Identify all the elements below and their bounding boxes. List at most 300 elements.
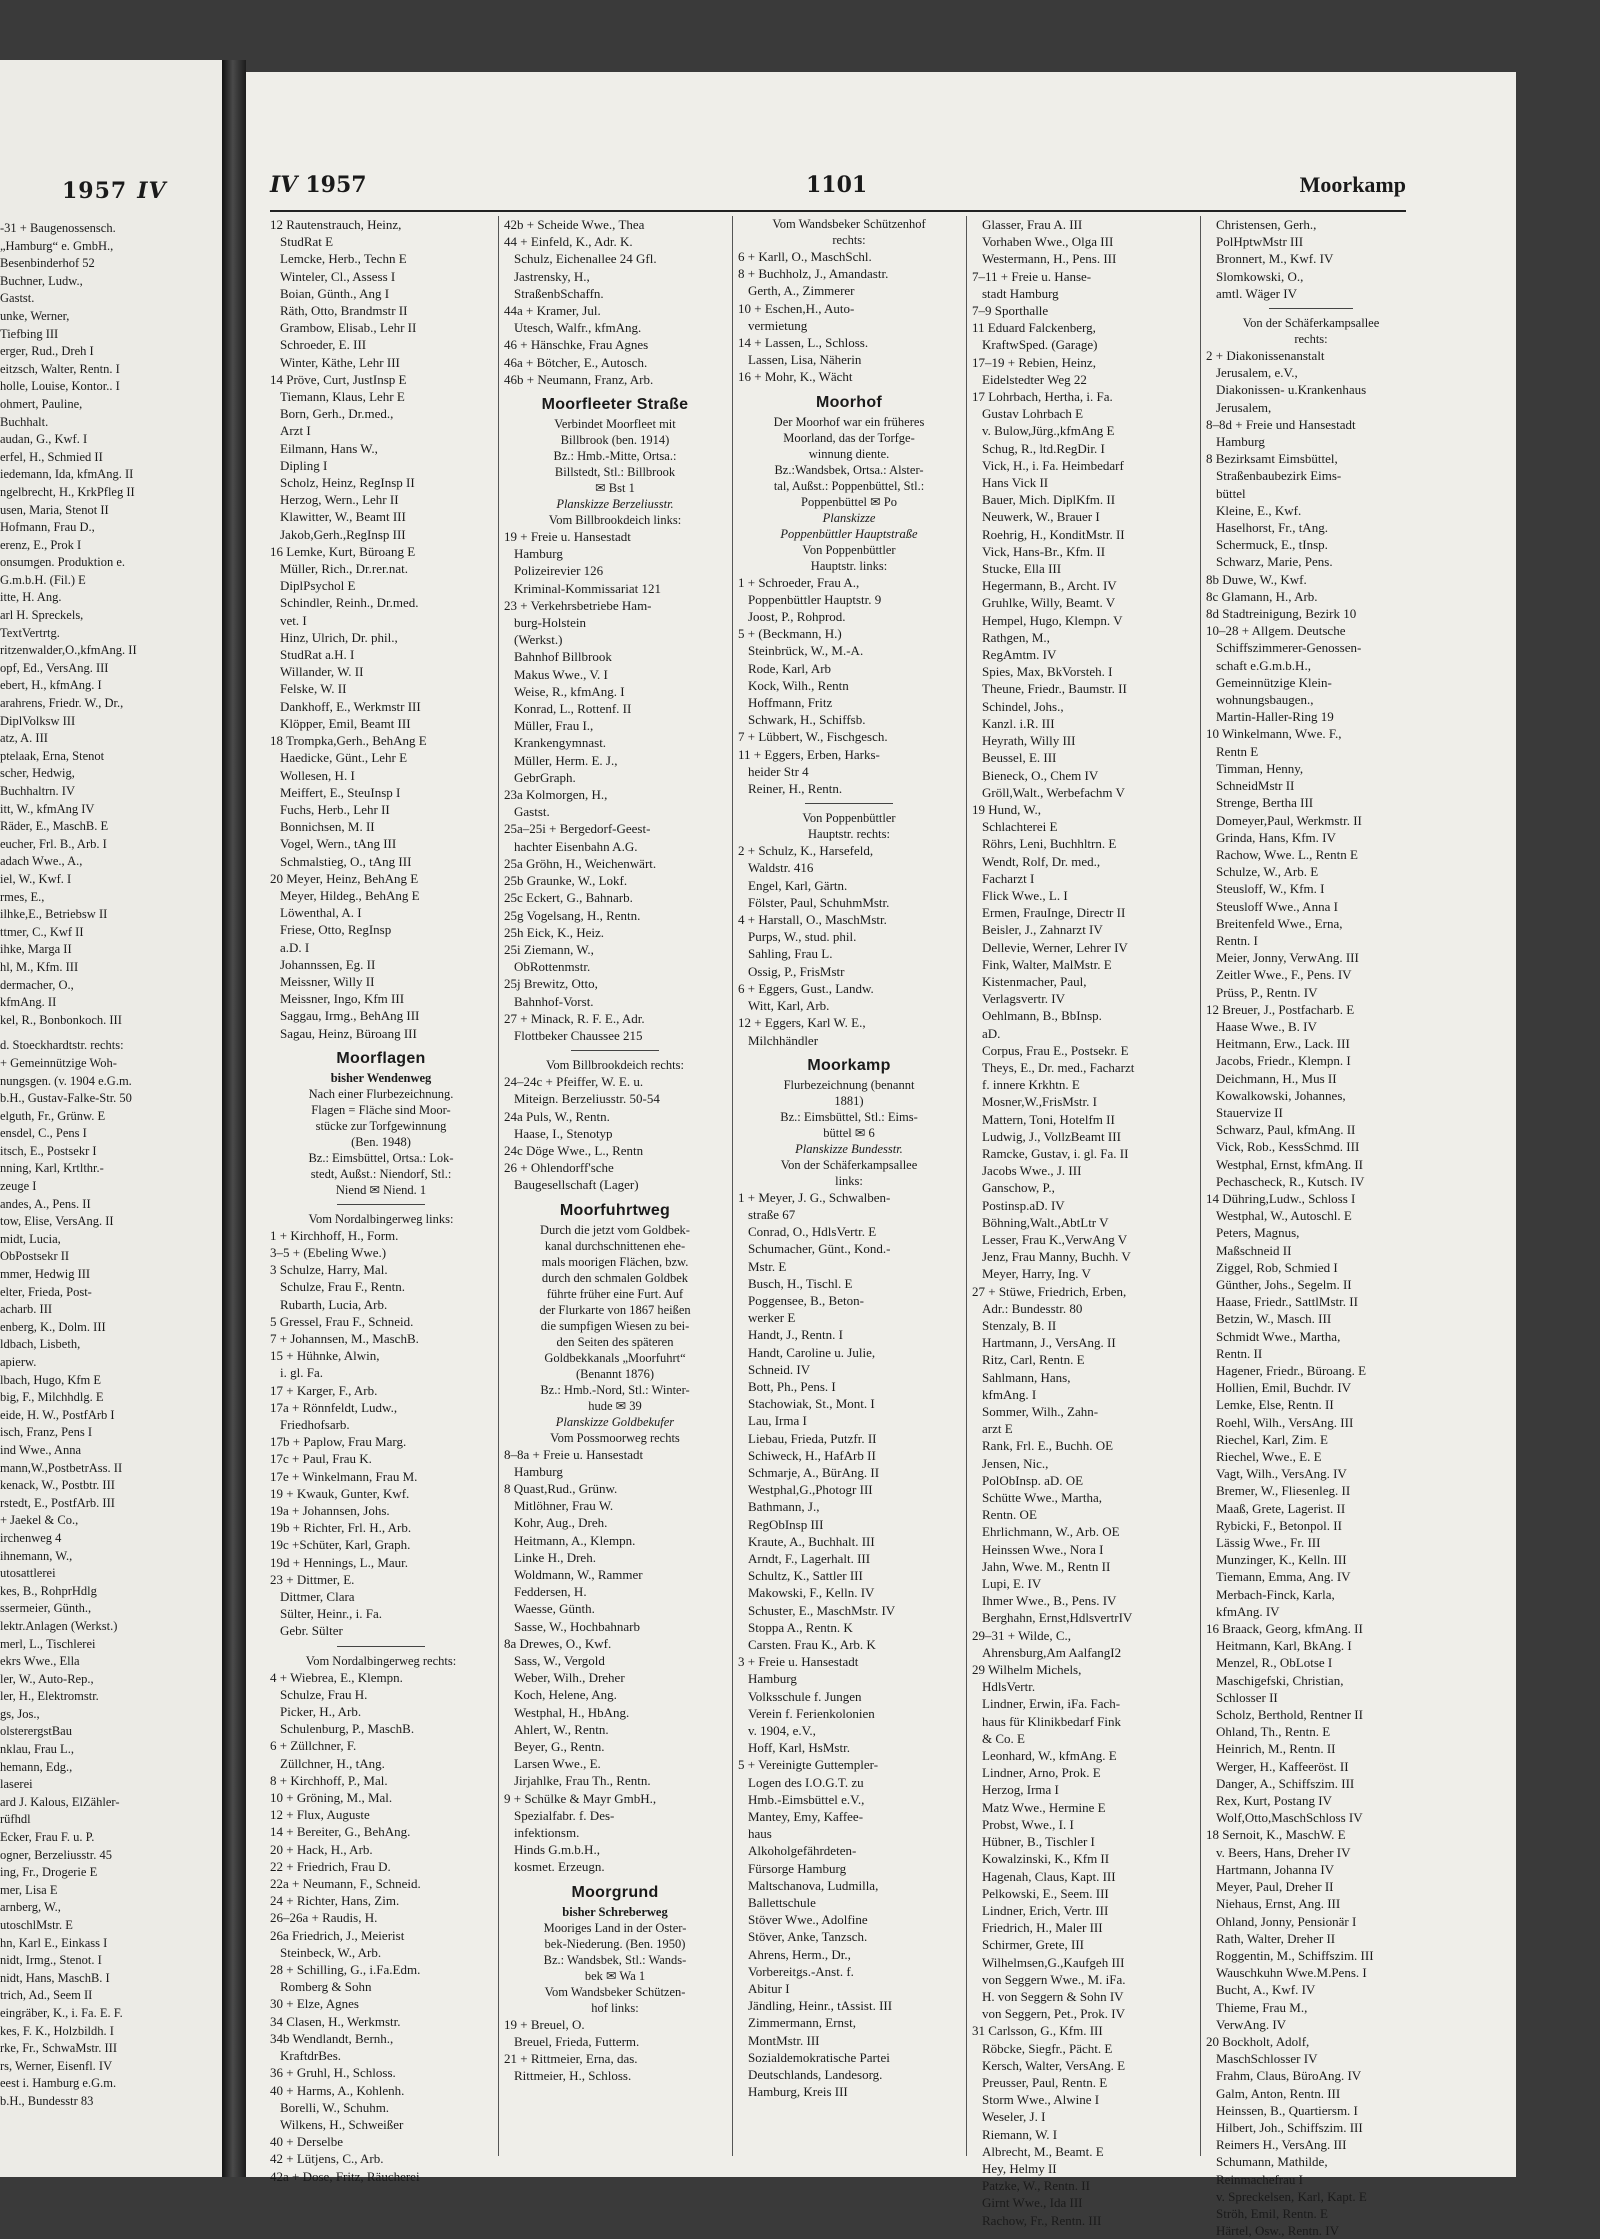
street-note: Bz.:Wandsbek, Ortsa.: Alster- (774, 462, 924, 477)
directory-entry: ObRottenmstr. (514, 959, 591, 975)
directory-entry: Spies, Max, BkVorsteh. I (982, 664, 1113, 680)
left-page-line: isch, Franz, Pens I (0, 1425, 92, 1440)
directory-entry: KraftwSped. (Garage) (982, 337, 1098, 353)
directory-entry: Hartmann, Johanna IV (1216, 1861, 1335, 1877)
directory-entry: 16 Lemke, Kurt, Büroang E (270, 543, 416, 559)
directory-entry: Liebau, Frieda, Putzfr. II (748, 1430, 877, 1446)
directory-entry: Müller, Rich., Dr.rer.nat. (280, 561, 409, 577)
directory-entry: Lässig Wwe., Fr. III (1216, 1535, 1321, 1551)
directory-entry: Utesch, Walfr., kfmAng. (514, 320, 642, 336)
directory-entry: Ohland, Jonny, Pensionär I (1216, 1913, 1357, 1929)
left-page-line: itte, H. Ang. (0, 590, 62, 605)
directory-entry: Baugesellschaft (Lager) (514, 1177, 639, 1193)
left-page-line: itt, W., kfmAng IV (0, 801, 95, 816)
street-note: Billbrook (ben. 1914) (560, 433, 670, 448)
directory-entry: Jastrensky, H., (514, 268, 590, 284)
directory-entry: Logen des I.O.G.T. zu (748, 1774, 864, 1790)
street-note: Vom Nordalbingerweg links: (308, 1211, 454, 1226)
directory-entry: Hey, Helmy II (982, 2160, 1057, 2176)
directory-entry: Verlagsvertr. IV (982, 991, 1066, 1007)
directory-entry: Tiemann, Emma, Ang. IV (1216, 1569, 1351, 1585)
directory-entry: Haase Wwe., B. IV (1216, 1018, 1317, 1034)
directory-entry: Müller, Herm. E. J., (514, 752, 618, 768)
directory-entry: Lassen, Lisa, Näherin (748, 352, 862, 368)
directory-entry: 11 Eduard Falckenberg, (972, 320, 1096, 336)
directory-entry: 18 Sernoit, K., MaschW. E (1206, 1827, 1346, 1843)
directory-entry: Hamburg, Kreis III (748, 2084, 848, 2100)
left-page-line: nning, Karl, Krtlthr.- (0, 1161, 104, 1176)
directory-entry: 19a + Johannsen, Johs. (270, 1503, 390, 1518)
directory-entry: RegAmtm. IV (982, 647, 1057, 663)
directory-entry: Schiweck, H., HafArb II (748, 1447, 876, 1463)
directory-entry: Maschigefski, Christian, (1216, 1672, 1344, 1688)
directory-entry: vet. I (280, 612, 307, 628)
street-former-name: bisher Wendenweg (330, 1070, 432, 1085)
left-page-line: eest i. Hamburg e.G.m. (0, 2076, 117, 2091)
page-volume: IV (270, 172, 298, 198)
directory-entry: Meyer, Hildeg., BehAng E (280, 887, 420, 903)
directory-entry: von Seggern Wwe., M. iFa. (982, 1971, 1126, 1987)
directory-entry: 36 + Gruhl, H., Schloss. (270, 2065, 396, 2081)
left-page-line: iel, W., Kwf. I (0, 871, 72, 886)
directory-entry: Haase, Friedr., SattlMstr. II (1216, 1294, 1358, 1310)
left-page-line: erger, Rud., Dreh I (0, 344, 94, 359)
directory-entry: Gruhlke, Willy, Beamt. V (982, 595, 1116, 611)
directory-entry: Domeyer,Paul, Werkmstr. II (1216, 812, 1362, 828)
left-page-line: acharb. III (0, 1302, 53, 1317)
directory-entry: 44 + Einfeld, K., Adr. K. (504, 234, 633, 250)
directory-entry: 29 Wilhelm Michels, (972, 1662, 1082, 1678)
left-page-line: lbach, Hugo, Kfm E (0, 1372, 102, 1387)
directory-entry: Ossig, P., FrisMstr (748, 963, 845, 979)
directory-entry: 27 + Minack, R. F. E., Adr. (504, 1010, 645, 1026)
left-page-line: nklau, Frau L., (0, 1742, 74, 1757)
directory-entry: Riechel, Karl, Zim. E (1216, 1431, 1328, 1447)
directory-entry: 10–28 + Allgem. Deutsche (1206, 623, 1346, 639)
directory-entry: Fink, Walter, MalMstr. E (982, 956, 1112, 972)
directory-entry: Beussel, E. III (982, 750, 1057, 766)
directory-entry: hachter Eisenbahn A.G. (514, 838, 638, 854)
directory-entry: 22a + Neumann, F., Schneid. (270, 1876, 421, 1892)
directory-entry: Betzin, W., Masch. III (1216, 1311, 1332, 1327)
directory-entry: 12 + Eggers, Karl W. E., (738, 1015, 866, 1031)
left-page-line: ObPostsekr II (0, 1249, 70, 1264)
directory-entry: Lupi, E. IV (982, 1576, 1042, 1592)
directory-entry: Hempel, Hugo, Klempn. V (982, 612, 1123, 628)
directory-entry: 3–5 + (Ebeling Wwe.) (270, 1244, 387, 1260)
directory-entry: Westermann, H., Pens. III (982, 251, 1117, 267)
directory-entry: Schmarje, A., BürAng. II (748, 1464, 880, 1480)
directory-entry: Vorhaben Wwe., Olga III (982, 234, 1114, 250)
directory-entry: 31 Carlsson, G., Kfm. III (972, 2023, 1103, 2039)
directory-entry: Vick, H., i. Fa. Heimbedarf (982, 457, 1124, 473)
street-note: Von der Schäferkampsallee (780, 1157, 918, 1172)
directory-entry: Dittmer, Clara (280, 1589, 355, 1605)
directory-entry: Haedicke, Günt., Lehr E (280, 750, 408, 766)
directory-entry: VerwAng. IV (1216, 2016, 1287, 2032)
left-page-line: ing, Fr., Drogerie E (0, 1865, 98, 1880)
street-note: rechts: (1294, 332, 1328, 347)
directory-entry: 12 + Flux, Auguste (270, 1807, 370, 1823)
directory-entry: v. 1904, e.V., (748, 1723, 816, 1738)
street-note: Flagen = Fläche sind Moor- (311, 1102, 451, 1117)
directory-entry: Maaß, Grete, Lagerist. II (1216, 1500, 1346, 1516)
directory-entry: HdlsVertr. (982, 1679, 1036, 1695)
street-note: Vom Wandsbeker Schützen- (544, 1984, 686, 1999)
right-page (246, 72, 1516, 2239)
directory-entry: 26–26a + Raudis, H. (270, 1910, 378, 1926)
street-note: bek ✉ Wa 1 (584, 1968, 646, 1983)
directory-entry: 17–19 + Rebien, Heinz, (972, 354, 1096, 370)
directory-entry: Polizeirevier 126 (514, 563, 604, 579)
directory-entry: 25j Brewitz, Otto, (504, 976, 598, 992)
street-note: (Ben. 1948) (351, 1134, 411, 1149)
directory-entry: Stucke, Ella III (982, 561, 1062, 577)
street-note: Billstedt, Stl.: Billbrook (554, 465, 676, 480)
directory-entry: Rachow, Wwe. L., Rentn E (1216, 846, 1358, 862)
directory-entry: Witt, Karl, Arb. (748, 998, 830, 1014)
left-page-line: trich, Ad., Seem II (0, 1988, 93, 2003)
directory-entry: Vick, Rob., KessSchmd. III (1216, 1139, 1360, 1155)
directory-entry: Kowalzinski, K., Kfm II (982, 1851, 1110, 1867)
directory-entry: 42a + Dose, Fritz, Räucherei (270, 2168, 420, 2184)
directory-entry: Schulz, Eichenallee 24 Gfl. (514, 251, 657, 267)
left-page-line: merl, L., Tischlerei (0, 1636, 96, 1651)
left-page-line: Räder, E., MaschB. E (0, 819, 109, 834)
directory-entry: Schulze, Frau H. (280, 1686, 368, 1702)
directory-entry: 19c +Schüter, Karl, Graph. (270, 1537, 411, 1553)
street-note: hof links: (591, 2000, 639, 2015)
left-page-line: arl H. Spreckels, (0, 608, 84, 623)
directory-entry: Westphal, H., HbAng. (514, 1704, 630, 1720)
street-heading: Moorflagen (336, 1049, 426, 1067)
directory-entry: Saggau, Irmg., BehAng III (280, 1008, 420, 1024)
directory-entry: 11 + Eggers, Erben, Harks- (738, 746, 880, 762)
directory-entry: MontMstr. III (748, 2032, 820, 2048)
book-gutter (222, 60, 246, 2177)
left-page-line: „Hamburg“ e. GmbH., (0, 238, 114, 253)
directory-entry: Grambow, Elisab., Lehr II (280, 320, 417, 336)
directory-entry: 8 Bezirksamt Eimsbüttel, (1206, 451, 1338, 467)
directory-entry: 16 + Mohr, K., Wächt (738, 369, 853, 385)
directory-entry: Gebr. Sülter (280, 1623, 343, 1639)
directory-entry: Christensen, Gerh., (1216, 217, 1317, 232)
directory-entry: & Co. E (982, 1730, 1025, 1746)
directory-entry: 25h Eick, K., Heiz. (504, 924, 605, 940)
column-separator (498, 216, 499, 2156)
left-page-line: b.H., Gustav-Falke-Str. 50 (0, 1091, 132, 1106)
street-note: Bz.: Hmb.-Mitte, Ortsa.: (553, 449, 677, 464)
directory-entry: Eidelstedter Weg 22 (982, 371, 1087, 387)
directory-entry: Verein f. Ferienkolonien (748, 1705, 875, 1721)
directory-entry: Ermen, FrauInge, Directr II (982, 905, 1126, 921)
directory-entry: v. Beers, Hans, Dreher IV (1216, 1844, 1351, 1860)
directory-entry: Vorbereitgs.-Anst. f. (748, 1963, 854, 1979)
directory-entry: Jakob,Gerh.,RegInsp III (280, 526, 406, 542)
directory-entry: Meier, Jonny, VerwAng. III (1216, 950, 1359, 966)
directory-entry: Günther, Johs., Segelm. II (1216, 1276, 1352, 1292)
left-page-line: scher, Hedwig, (0, 766, 75, 781)
column-4 (972, 216, 1194, 2228)
directory-entry: Jändling, Heinr., tAssist. III (748, 1998, 893, 2014)
street-note: den Seiten des späteren (556, 1334, 674, 1349)
directory-entry: Larsen Wwe., E. (514, 1756, 601, 1772)
directory-entry: Lesser, Frau K.,VerwAng V (982, 1231, 1128, 1247)
directory-entry: Schroeder, E. III (280, 337, 367, 353)
section-rule (1269, 308, 1353, 309)
left-page-line: kes, F. K., Holzbildh. I (0, 2023, 114, 2038)
directory-entry: Bonnichsen, M. II (280, 819, 375, 835)
directory-entry: Sozialdemokratische Partei (748, 2049, 890, 2065)
street-note: Von Poppenbüttler (802, 811, 896, 826)
street-note: Vom Billbrookdeich rechts: (546, 1058, 684, 1073)
directory-entry: Makowski, F., Kelln. IV (748, 1585, 875, 1601)
directory-entry: Facharzt I (982, 870, 1035, 886)
directory-entry: Winteler, Cl., Assess I (280, 268, 396, 284)
directory-entry: Rode, Karl, Arb (748, 660, 832, 676)
left-page-line: zeuge I (0, 1179, 37, 1194)
directory-entry: Weber, Wilh., Dreher (514, 1670, 625, 1686)
street-note: bek-Niederung. (Ben. 1950) (544, 1936, 686, 1951)
column-3 (738, 216, 960, 2156)
directory-entry: Klöpper, Emil, Beamt III (280, 715, 411, 731)
directory-entry: Steusloff, W., Kfm. I (1216, 881, 1325, 897)
directory-entry: 23 + Dittmer, E. (270, 1571, 355, 1587)
directory-entry: Härtel, Osw., Rentn. IV (1216, 2223, 1339, 2239)
directory-entry: Thieme, Frau M., (1216, 1999, 1308, 2015)
left-page-line: ensdel, C., Pens I (0, 1126, 87, 1141)
street-note: die sumpfigen Wiesen zu bei- (540, 1318, 690, 1333)
directory-entry: Theune, Friedr., Baumstr. II (982, 681, 1127, 697)
directory-entry: 40 + Harms, A., Kohlenh. (270, 2082, 405, 2098)
column-5 (1206, 216, 1416, 2239)
directory-entry: (Werkst.) (514, 632, 563, 648)
left-page-line: andes, A., Pens. II (0, 1196, 91, 1211)
street-note: Vom Nordalbingerweg rechts: (305, 1653, 457, 1668)
directory-entry: 25b Graunke, W., Lokf. (504, 873, 628, 889)
street-note: Durch die jetzt vom Goldbek- (540, 1222, 690, 1237)
directory-entry: Ahrens, Herm., Dr., (748, 1946, 851, 1962)
street-note: Bz.: Hmb.-Nord, Stl.: Winter- (540, 1382, 690, 1397)
directory-entry: PolHptwMstr III (1216, 234, 1304, 250)
directory-entry: Ströh, Emil, Rentn. E (1216, 2205, 1328, 2221)
directory-entry: 8b Duwe, W., Kwf. (1206, 571, 1307, 587)
street-heading: Moorhof (815, 393, 883, 411)
directory-entry: 18 Trompka,Gerh., BehAng E (270, 733, 427, 749)
directory-entry: Schiffszimmerer-Genossen- (1216, 640, 1362, 656)
left-page-line: laserei (0, 1777, 33, 1792)
directory-entry: Matz Wwe., Hermine E (982, 1799, 1106, 1815)
directory-entry: 4 + Wiebrea, E., Klempn. (270, 1669, 403, 1685)
directory-entry: Handt, Caroline u. Julie, (748, 1344, 876, 1360)
directory-entry: Stachowiak, St., Mont. I (748, 1396, 875, 1412)
directory-entry: Rentn. OE (982, 1507, 1037, 1523)
directory-entry: 15 + Hühnke, Alwin, (270, 1348, 380, 1364)
directory-entry: Martin-Haller-Ring 19 (1216, 709, 1334, 725)
directory-entry: Sahling, Frau L. (748, 946, 833, 962)
street-note: Niend ✉ Niend. 1 (335, 1182, 427, 1197)
street-note: der Flurkarte von 1867 heißen (539, 1302, 691, 1317)
directory-entry: Lemke, Else, Rentn. II (1216, 1397, 1334, 1413)
map-reference: Planskizze Bundesstr. (795, 1141, 903, 1156)
directory-entry: 40 + Derselbe (270, 2134, 344, 2150)
street-heading: Moorkamp (807, 1056, 891, 1074)
left-page-line: midt, Lucia, (0, 1231, 61, 1246)
left-page-line: audan, G., Kwf. I (0, 432, 88, 447)
directory-entry: Wendt, Rolf, Dr. med., (982, 853, 1101, 869)
directory-entry: Rubarth, Lucia, Arb. (280, 1296, 388, 1312)
left-page-line: elguth, Fr., Grünw. E (0, 1108, 106, 1123)
street-note: büttel ✉ 6 (823, 1125, 875, 1140)
directory-entry: infektionsm. (514, 1825, 580, 1841)
directory-entry: Wauschkuhn Wwe.M.Pens. I (1216, 1965, 1367, 1981)
map-reference: Planskizze Berzeliusstr. (556, 497, 674, 512)
page-number: 1101 (806, 172, 868, 198)
street-note: Vom Billbrookdeich links: (548, 513, 682, 528)
directory-entry: Wilhelmsen,G.,Kaufgeh III (982, 1954, 1125, 1970)
directory-entry: Berghahn, Ernst,HdlsvertrIV (982, 1610, 1133, 1626)
directory-entry: Vick, Hans-Br., Kfm. II (982, 543, 1106, 559)
left-page-line: kfmAng. II (0, 995, 57, 1010)
section-rule (337, 1646, 426, 1647)
left-page-line: ogner, Berzeliusstr. 45 (0, 1847, 112, 1862)
directory-entry: Leonhard, W., kfmAng. E (982, 1748, 1117, 1764)
directory-entry: 46a + Bötcher, E., Autosch. (504, 354, 648, 370)
directory-entry: Postinsp.aD. IV (982, 1197, 1065, 1213)
section-rule (337, 1204, 426, 1205)
directory-entry: Timman, Henny, (1216, 760, 1304, 776)
left-page-line: atz, A. III (0, 731, 48, 746)
directory-entry: 17 Lohrbach, Hertha, i. Fa. (972, 389, 1113, 405)
left-page-line: unke, Werner, (0, 308, 70, 323)
directory-entry: Joost, P., Rohprod. (748, 609, 846, 625)
left-page-line: rstedt, E., PostfArb. III (0, 1495, 115, 1510)
directory-entry: Girnt Wwe., Ida III (982, 2195, 1083, 2211)
left-page-line: Ecker, Frau F. u. P. (0, 1830, 95, 1845)
directory-entry: Hinz, Ulrich, Dr. phil., (280, 629, 398, 645)
directory-entry: Westphal,G.,Photogr III (748, 1482, 873, 1498)
left-page-line: enberg, K., Dolm. III (0, 1319, 106, 1334)
directory-entry: 24c Döge Wwe., L., Rentn (504, 1142, 644, 1158)
street-note: ✉ Bst 1 (595, 481, 635, 496)
left-page-line: eingräber, K., i. Fa. E. F. (0, 2005, 123, 2020)
directory-entry: Fürsorge Hamburg (748, 1860, 847, 1876)
directory-entry: Ganschow, P., (982, 1180, 1055, 1196)
directory-entry: Schumann, Mathilde, (1216, 2154, 1328, 2170)
directory-entry: Felske, W. II (280, 681, 347, 697)
directory-entry: 5 Gressel, Frau F., Schneid. (270, 1313, 414, 1329)
directory-entry: straße 67 (748, 1206, 796, 1222)
directory-entry: Gerth, A., Zimmerer (748, 283, 855, 299)
directory-entry: Sasse, W., Hochbahnarb (514, 1618, 641, 1634)
directory-entry: 10 + Eschen,H., Auto- (738, 300, 855, 316)
directory-entry: Ziggel, Rob, Schmied I (1216, 1259, 1338, 1275)
directory-entry: Steusloff Wwe., Anna I (1216, 898, 1338, 914)
directory-entry: Meyer, Harry, Ing. V (982, 1266, 1091, 1282)
directory-entry: Westphal, Ernst, kfmAng. II (1216, 1156, 1363, 1172)
left-page-line: ler, H., Elektromstr. (0, 1689, 99, 1704)
left-page-line: + Jaekel & Co., (0, 1513, 79, 1528)
left-page-line: hn, Karl E., Einkass I (0, 1935, 108, 1950)
directory-entry: 8 Quast,Rud., Grünw. (504, 1480, 618, 1496)
directory-entry: Rachow, Fr., Rentn. III (982, 2212, 1102, 2228)
directory-entry: 8c Glamann, H., Arb. (1206, 588, 1318, 604)
directory-entry: Klawitter, W., Beamt III (280, 509, 406, 525)
left-page-line: tow, Elise, VersAng. II (0, 1214, 114, 1229)
left-page-line: kenack, W., Postbtr. III (0, 1478, 115, 1493)
directory-entry: Spezialfabr. f. Des- (514, 1807, 615, 1823)
left-page-line: mer, Lisa E (0, 1882, 58, 1897)
directory-entry: 20 Meyer, Heinz, BehAng E (270, 870, 419, 886)
directory-entry: Arndt, F., Lagerhalt. III (748, 1550, 871, 1566)
directory-entry: Romberg & Sohn (280, 1979, 372, 1995)
left-page-line: ptelaak, Erna, Stenot (0, 748, 105, 763)
directory-entry: 9 + Schülke & Mayr GmbH., (504, 1790, 657, 1806)
directory-entry: Jirjahlke, Frau Th., Rentn. (514, 1773, 651, 1789)
directory-entry: burg-Holstein (514, 615, 586, 631)
directory-entry: 29–31 + Wilde, C., (972, 1627, 1072, 1643)
left-page-line: erenz, E., Prok I (0, 537, 82, 552)
directory-entry: Straßenbaubezirk Eims- (1216, 468, 1342, 484)
street-note: Poppenbüttel ✉ Po (801, 494, 897, 509)
directory-entry: 44a + Kramer, Jul. (504, 303, 601, 319)
directory-entry: Rathgen, M., (982, 629, 1050, 645)
directory-entry: Gustav Lohrbach E (982, 406, 1084, 422)
directory-entry: 2 + Schulz, K., Harsefeld, (738, 843, 874, 859)
left-page-line: ler, W., Auto-Rep., (0, 1671, 94, 1686)
directory-entry: Merbach-Finck, Karla, (1216, 1586, 1335, 1602)
left-page-line: itsch, E., Postsekr I (0, 1143, 97, 1158)
directory-entry: Rex, Kurt, Postang IV (1216, 1793, 1332, 1809)
directory-entry: Rybicki, F., Betonpol. II (1216, 1517, 1342, 1533)
directory-entry: Herzog, Irma I (982, 1782, 1059, 1798)
directory-entry: PolObInsp. aD. OE (982, 1472, 1084, 1488)
directory-entry: Schulenburg, P., MaschB. (280, 1721, 415, 1737)
directory-entry: Ludwig, J., VollzBeamt III (982, 1128, 1121, 1144)
directory-entry: Stöver, Anke, Tanzsch. (748, 1929, 868, 1945)
street-note: tal, Außst.: Poppenbüttel, Stl.: (773, 478, 925, 493)
directory-entry: Jensen, Nic., (982, 1455, 1049, 1471)
left-page-line: irchenweg 4 (0, 1530, 62, 1545)
directory-entry: Schulze, W., Arb. E (1216, 864, 1319, 880)
directory-entry: Ohland, Th., Rentn. E (1216, 1724, 1331, 1740)
map-reference: Planskizze Goldbekufer (555, 1414, 675, 1429)
directory-entry: Linke H., Dreh. (514, 1549, 596, 1565)
directory-entry: Rath, Walter, Dreher II (1216, 1930, 1336, 1946)
directory-entry: Conrad, O., HdlsVertr. E (748, 1224, 877, 1240)
left-page-line: TextVertrtg. (0, 625, 60, 640)
directory-entry: Mantey, Emy, Kaffee- (748, 1809, 864, 1825)
directory-entry: 19 + Breuel, O. (504, 2016, 585, 2032)
directory-entry: Hollien, Emil, Buchdr. IV (1216, 1380, 1352, 1396)
street-note: Hauptstr. rechts: (808, 827, 890, 842)
directory-entry: Beisler, J., Zahnarzt IV (982, 922, 1103, 938)
directory-entry: Dellevie, Werner, Lehrer IV (982, 939, 1128, 955)
directory-entry: Probst, Wwe., I. I (982, 1816, 1074, 1832)
left-page-line: Buchhalt. (0, 414, 49, 429)
directory-entry: Bremer, W., Fliesenleg. II (1216, 1483, 1351, 1499)
directory-entry: 25i Ziemann, W., (504, 941, 594, 957)
directory-entry: Flick Wwe., L. I (982, 887, 1068, 903)
directory-entry: Dankhoff, E., Werkmstr III (280, 698, 421, 714)
directory-entry: 19 + Freie u. Hansestadt (504, 529, 631, 545)
left-page-line: ldbach, Lisbeth, (0, 1337, 81, 1352)
street-note: führte früher eine Furt. Auf (546, 1286, 684, 1301)
directory-entry: Pechascheck, R., Kutsch. IV (1216, 1173, 1365, 1189)
directory-entry: a.D. I (280, 939, 310, 955)
column-1 (270, 216, 492, 2184)
directory-entry: KraftdrBes. (280, 2048, 342, 2064)
